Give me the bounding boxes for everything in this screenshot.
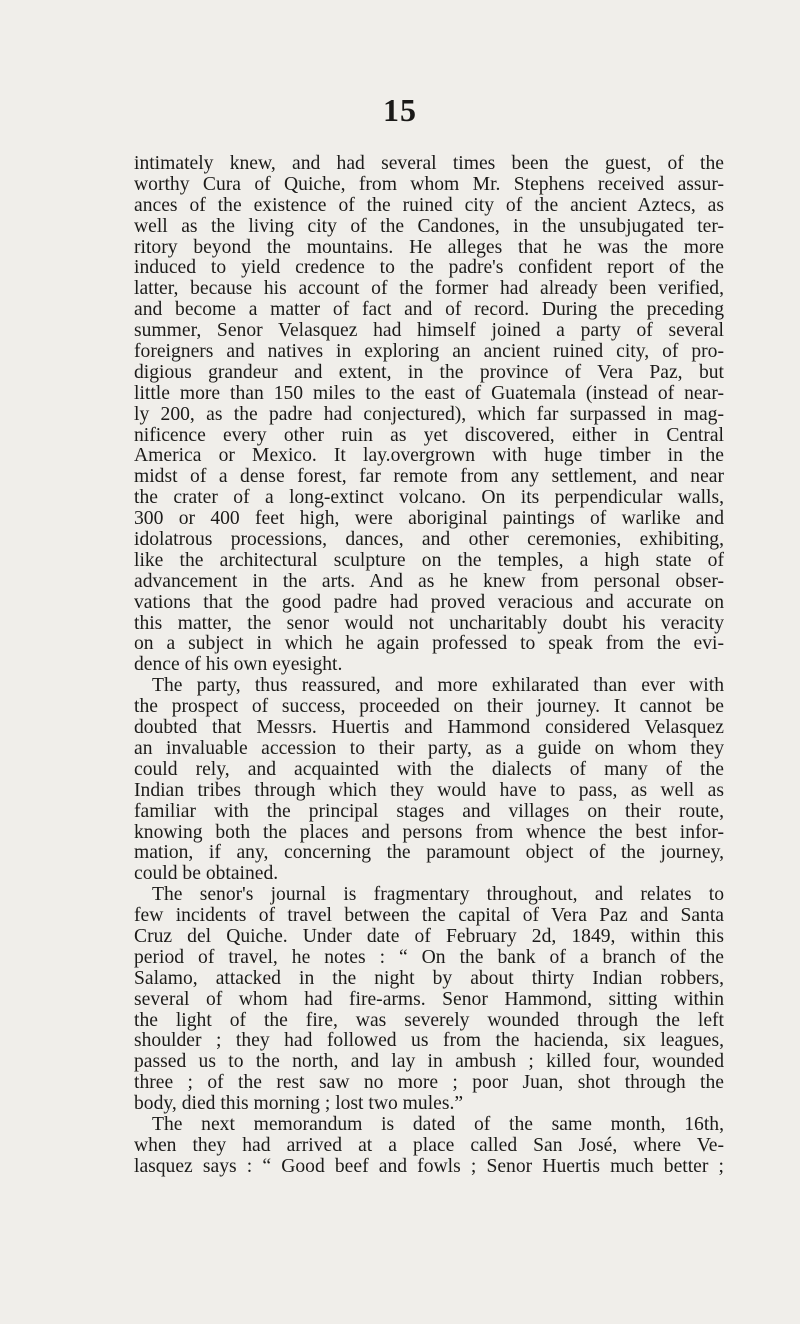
text-line: Indian tribes through which they would have to pass, as well as xyxy=(134,780,724,801)
text-line: idolatrous processions, dances, and other ceremonies, exhibiting, xyxy=(134,530,724,551)
text-line: nificence every other ruin as yet discovered, either in Central xyxy=(134,425,724,446)
text-line: dence of his own eyesight. xyxy=(134,655,343,676)
text-line: passed us to the north, and lay in ambush ; killed four, wounded xyxy=(134,1052,724,1073)
text-line: Cruz del Quiche. Under date of February 2d, 1849, within this xyxy=(134,926,724,947)
text-line: ly 200, as the padre had conjectured), which far surpassed in mag- xyxy=(134,404,724,425)
text-line: worthy Cura of Quiche, from whom Mr. Stephens received assur- xyxy=(134,174,724,195)
text-line: doubted that Messrs. Huertis and Hammond considered Velasquez xyxy=(134,718,724,739)
text-line: the light of the fire, was severely wounded through the left xyxy=(134,1010,724,1031)
text-line: and become a matter of fact and of record. During the preceding xyxy=(134,300,724,321)
text-line: an invaluable accession to their party, as a guide on whom they xyxy=(134,738,724,759)
text-line: little more than 150 miles to the east of Guatemala (instead of near- xyxy=(134,383,724,404)
text-line: familiar with the principal stages and villages on their route, xyxy=(134,801,724,822)
text-line: ritory beyond the mountains. He alleges that he was the more xyxy=(134,237,724,258)
text-line: Salamo, attacked in the night by about thirty Indian robbers, xyxy=(134,968,724,989)
text-line: this matter, the senor would not uncharitably doubt his veracity xyxy=(134,613,724,634)
text-line: latter, because his account of the former had already been verified, xyxy=(134,279,724,300)
text-line: like the architectural sculpture on the temples, a high state of xyxy=(134,550,724,571)
text-line: vations that the good padre had proved veracious and accurate on xyxy=(134,592,724,613)
text-line: intimately knew, and had several times been the guest, of the xyxy=(134,154,724,174)
text-line: on a subject in which he again professed to speak from the evi- xyxy=(134,634,724,655)
text-line: mation, if any, concerning the paramount object of the journey, xyxy=(134,843,724,864)
text-line: summer, Senor Velasquez had himself joined a party of several xyxy=(134,321,724,342)
text-line: foreigners and natives in exploring an ancient ruined city, of pro- xyxy=(134,342,724,363)
text-line: well as the living city of the Candones, in the unsubjugated ter- xyxy=(134,216,724,237)
text-line: digious grandeur and extent, in the province of Vera Paz, but xyxy=(134,362,724,383)
text-line: body, died this morning ; lost two mules.” xyxy=(134,1094,464,1115)
text-line: when they had arrived at a place called San José, where Ve- xyxy=(134,1135,724,1156)
text-line: few incidents of travel between the capital of Vera Paz and Santa xyxy=(134,906,724,927)
text-line: The senor's journal is fragmentary throughout, and relates to xyxy=(152,885,724,906)
text-line: 300 or 400 feet high, were aboriginal paintings of warlike and xyxy=(134,509,724,530)
text-line: The next memorandum is dated of the same month, 16th, xyxy=(152,1114,724,1135)
text-line: the prospect of success, proceeded on their journey. It cannot be xyxy=(134,697,724,718)
text-line: America or Mexico. It lay.overgrown with huge timber in the xyxy=(134,446,724,467)
text-line: advancement in the arts. And as he knew from personal obser- xyxy=(134,571,724,592)
text-line: induced to yield credence to the padre's confident report of the xyxy=(134,258,724,279)
text-line: shoulder ; they had followed us from the hacienda, six leagues, xyxy=(134,1031,724,1052)
text-line: period of travel, he notes : “ On the bank of a branch of the xyxy=(134,947,724,968)
text-line: three ; of the rest saw no more ; poor Juan, shot through the xyxy=(134,1073,724,1094)
text-line: midst of a dense forest, far remote from any settlement, and near xyxy=(134,467,724,488)
text-line: several of whom had fire-arms. Senor Hammond, sitting within xyxy=(134,989,724,1010)
text-line: the crater of a long-extinct volcano. On its perpendicular walls, xyxy=(134,488,724,509)
text-line: ances of the existence of the ruined city of the ancient Aztecs, as xyxy=(134,195,724,216)
text-line: could be obtained. xyxy=(134,864,279,885)
body-text xyxy=(134,154,724,1178)
text-line: The party, thus reassured, and more exhilarated than ever with xyxy=(152,676,724,697)
page-number: 15 xyxy=(383,92,417,128)
text-line: lasquez says : “ Good beef and fowls ; Senor Huertis much better ; xyxy=(134,1156,724,1177)
text-line: knowing both the places and persons from whence the best infor- xyxy=(134,822,724,843)
text-line: could rely, and acquainted with the dialects of many of the xyxy=(134,759,724,780)
